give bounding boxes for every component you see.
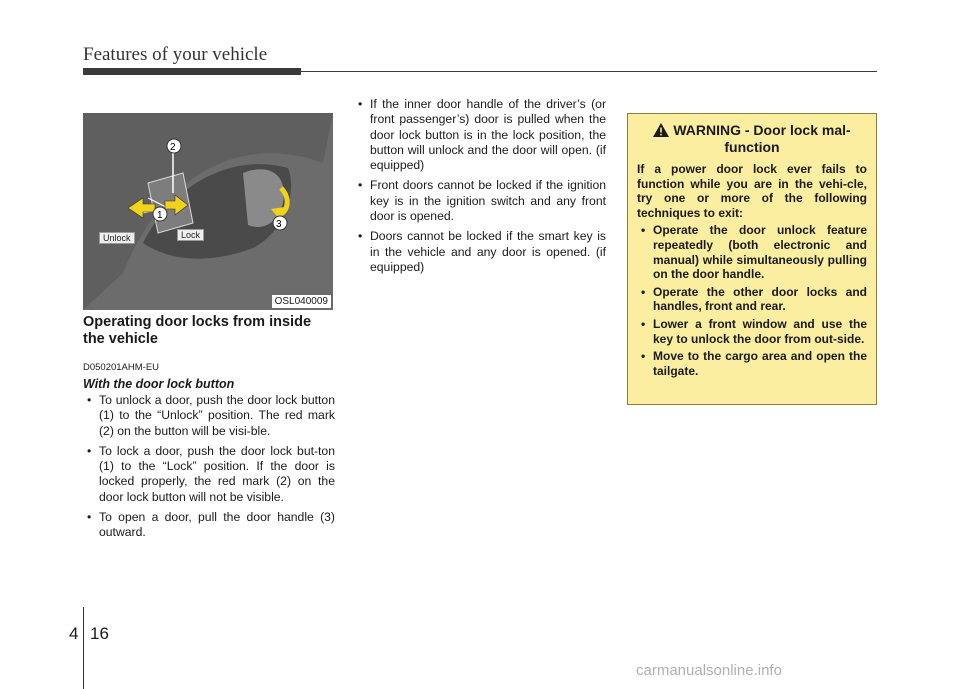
section-title: Operating door locks from inside the vehicle [83,314,312,347]
header-rule [301,71,877,72]
list-item: • To unlock a door, push the door lock button (1) to the “Unlock” position. The red mark (2) on the button will be visi-ble. [83,393,335,439]
warning-box [627,113,877,405]
callout-1: 1 [157,210,163,221]
middle-column [354,97,606,280]
door-handle-illustration [83,113,333,310]
list-item: • If the inner door handle of the driver’s (or front passenger’s) door is pulled when the door lock button is in the lock position, the button will unlock and the door will open. (if equipped) [354,97,606,173]
page-header-title: Features of your vehicle [83,44,268,65]
lock-label: Lock [177,229,204,241]
warning-title-text: WARNING - Door lock mal-function [673,122,851,155]
list-item: • Operate the other door locks and handles, front and rear. [637,285,867,314]
list-item: • Doors cannot be locked if the smart key is in the vehicle and any door is opened. (if equipped) [354,229,606,275]
footer-rule [83,607,84,689]
section-code: D050201AHM-EU [83,362,160,373]
section-subtitle: With the door lock button [83,377,235,391]
page-number: 16 [90,624,109,643]
list-item: • Operate the door unlock feature repeatedly (both electronic and manual) while simultaneously pulling on the door handle. [637,223,867,281]
warning-intro: If a power door lock ever fails to function while you are in the vehi-cle, try one or more of the following techniques to exit: [637,162,867,220]
door-lock-photo [83,113,333,310]
warning-title [637,122,867,156]
header-bar [83,68,301,75]
callout-3: 3 [276,219,282,230]
left-column [83,314,335,546]
list-item: • To lock a door, push the door lock but-ton (1) to the “Lock” position. If the door is locked properly, the red mark (2) on the door lock button will not be visible. [83,444,335,505]
warning-icon [653,123,669,137]
chapter-number: 4 [69,624,79,643]
figure-code: OSL040009 [272,295,331,308]
unlock-label: Unlock [99,232,135,244]
list-item: • Lower a front window and use the key to unlock the door from out-side. [637,317,867,346]
list-item: • To open a door, pull the door handle (3) outward. [83,510,335,541]
watermark: carmanualsonline.info [636,662,782,679]
callout-2: 2 [170,142,176,153]
list-item: • Move to the cargo area and open the tailgate. [637,349,867,378]
list-item: • Front doors cannot be locked if the ignition key is in the ignition switch and any front door is opened. [354,178,606,224]
